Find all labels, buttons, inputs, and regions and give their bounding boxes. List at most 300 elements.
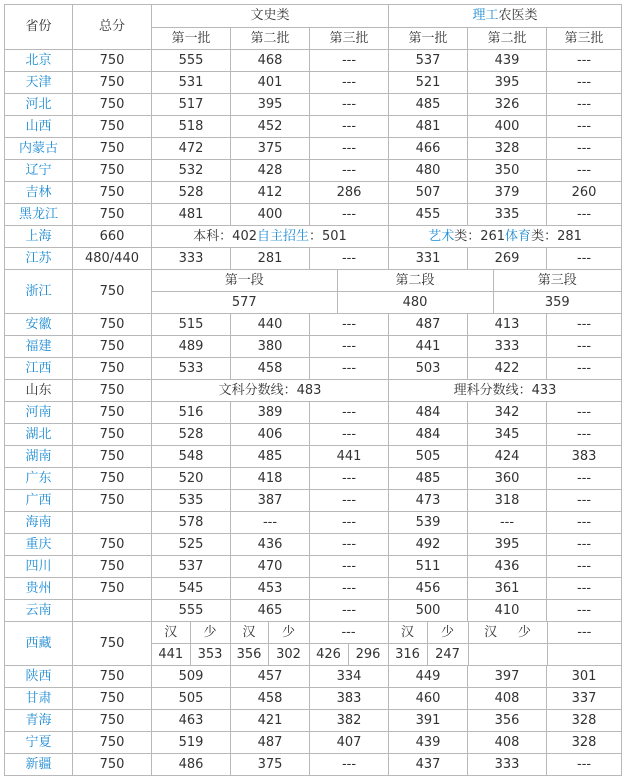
table-row [5, 182, 622, 204]
ligong-batch2: 424 [468, 446, 547, 468]
province-link[interactable] [5, 314, 73, 336]
header-wenshi-batch3: 第三批 [310, 28, 389, 50]
table-row [5, 204, 622, 226]
ligong-batch3: --- [547, 160, 622, 182]
w1-shao-label: 少 [190, 622, 230, 644]
ligong-batch2: 333 [468, 336, 547, 358]
row-jiangsu [5, 248, 622, 270]
ligong-batch2: 342 [468, 402, 547, 424]
wenshi-batch2: 406 [231, 424, 310, 446]
wenshi-batch3: --- [310, 754, 389, 776]
ligong-batch2: 333 [468, 754, 547, 776]
province-name[interactable]: 贵州 [25, 580, 52, 596]
province-link[interactable] [5, 754, 73, 776]
table-row [5, 402, 622, 424]
wenshi-batch1: 481 [152, 204, 231, 226]
l2-shao-label: 少 [517, 624, 531, 640]
table-row [5, 600, 622, 622]
header-wenshi-batch2: 第二批 [231, 28, 310, 50]
ligong-batch2: 439 [468, 50, 547, 72]
wenshi-batch1: 578 [152, 512, 231, 534]
wenshi-batch3: --- [310, 138, 389, 160]
tiyu-link[interactable]: 体育 [505, 228, 532, 244]
zhejiang-segments [152, 270, 622, 314]
segment3-label: 第三段 [493, 270, 621, 292]
province-name[interactable]: 辽宁 [25, 162, 52, 178]
wenshi-batch2: 395 [231, 94, 310, 116]
ligong-batch1: 466 [389, 138, 468, 160]
province-link[interactable] [5, 50, 73, 72]
ligong-batch2: 318 [468, 490, 547, 512]
ligong-batch1: 484 [389, 402, 468, 424]
table-row [5, 50, 622, 72]
province-name[interactable]: 海南 [25, 514, 52, 530]
province-link[interactable] [5, 94, 73, 116]
total-score [73, 512, 152, 534]
w3-han-value: 426 [309, 644, 348, 666]
wenshi-batch1: 509 [152, 666, 231, 688]
wenshi-batch1: 517 [152, 94, 231, 116]
table-row [5, 512, 622, 534]
segment1-label: 第一段 [152, 270, 337, 292]
ligong-batch1: 492 [389, 534, 468, 556]
ligong-batch3: --- [547, 424, 622, 446]
xizang-split [152, 622, 622, 666]
ligong-batch1: 484 [389, 424, 468, 446]
ligong-batch1: 511 [389, 556, 468, 578]
province-name[interactable]: 黑龙江 [18, 206, 58, 222]
ligong-batch3: --- [547, 138, 622, 160]
wenshi-batch3: --- [310, 94, 389, 116]
table-row [5, 160, 622, 182]
table-row [5, 358, 622, 380]
ligong-batch3: --- [547, 116, 622, 138]
province-link[interactable] [5, 138, 73, 160]
l1-shao-label: 少 [427, 622, 468, 644]
ligong-batch3: --- [547, 358, 622, 380]
total-score: 750 [73, 138, 152, 160]
table-row [5, 424, 622, 446]
wenshi-batch2: 436 [231, 534, 310, 556]
ligong-batch3: 337 [547, 688, 622, 710]
wenshi-batch2: 458 [231, 688, 310, 710]
ligong-batch3: --- [547, 50, 622, 72]
wenshi-batch1: 520 [152, 468, 231, 490]
ligong-batch1: 449 [389, 666, 468, 688]
wenshi-batch3: 407 [310, 732, 389, 754]
row-zhejiang [5, 270, 622, 314]
table-row [5, 468, 622, 490]
province-name[interactable]: 青海 [25, 712, 52, 728]
province-link[interactable] [5, 116, 73, 138]
header-ligong-batch3: 第三批 [547, 28, 622, 50]
admission-score-table [4, 4, 622, 776]
ligong-batch1: 485 [389, 94, 468, 116]
wenshi-batch1: 333 [152, 248, 231, 270]
l1-han-label: 汉 [388, 622, 427, 644]
province-link[interactable] [5, 710, 73, 732]
wenshi-batch3: --- [310, 402, 389, 424]
wenshi-batch2: 465 [231, 600, 310, 622]
wenshi-batch2: 380 [231, 336, 310, 358]
wenshi-batch1: 519 [152, 732, 231, 754]
wenshi-batch1: 528 [152, 182, 231, 204]
wenshi-batch1: 515 [152, 314, 231, 336]
province-link[interactable] [5, 402, 73, 424]
wenshi-batch1: 537 [152, 556, 231, 578]
ligong-batch3: --- [547, 600, 622, 622]
ligong-batch1: 331 [389, 248, 468, 270]
ligong-batch2: --- [468, 512, 547, 534]
province-name[interactable]: 内蒙古 [18, 140, 58, 156]
ligong-batch2: 360 [468, 468, 547, 490]
segment3-value: 359 [544, 294, 570, 310]
province-link[interactable] [5, 600, 73, 622]
ligong-batch2: 326 [468, 94, 547, 116]
ligong-batch3: --- [547, 468, 622, 490]
province-link[interactable] [5, 468, 73, 490]
wenshi-batch3: --- [310, 490, 389, 512]
ligong-batch1: 441 [389, 336, 468, 358]
table-row [5, 314, 622, 336]
row-xizang [5, 622, 622, 666]
province-name[interactable]: 浙江 [25, 283, 52, 299]
ligong-batch2: 395 [468, 534, 547, 556]
ligong-link[interactable]: 理工 [472, 8, 499, 23]
wenshi-batch3: --- [310, 358, 389, 380]
table-row [5, 94, 622, 116]
province-link[interactable] [5, 490, 73, 512]
province-link[interactable] [5, 424, 73, 446]
table-row [5, 116, 622, 138]
ligong-batch1: 503 [389, 358, 468, 380]
total-score: 750 [73, 94, 152, 116]
total-score: 750 [73, 182, 152, 204]
province-name[interactable]: 西藏 [25, 635, 52, 651]
province-link[interactable] [5, 688, 73, 710]
total-score: 750 [73, 402, 152, 424]
province-name[interactable]: 甘肃 [25, 690, 52, 706]
wenshi-batch2: 468 [231, 50, 310, 72]
total-score: 750 [73, 380, 152, 402]
wenshi-batch1: 505 [152, 688, 231, 710]
l2-han-shao [468, 622, 547, 644]
w2-han-value: 356 [230, 644, 268, 666]
province-name[interactable]: 上海 [25, 228, 52, 244]
ligong-batch3: --- [547, 556, 622, 578]
province-name[interactable]: 广东 [25, 470, 52, 486]
ligong-batch3: --- [547, 512, 622, 534]
table-row [5, 138, 622, 160]
w2-han-label: 汉 [230, 622, 268, 644]
province-name[interactable]: 河南 [25, 404, 52, 420]
wenshi-batch1: 516 [152, 402, 231, 424]
header-ligong-batch1: 第一批 [389, 28, 468, 50]
province-name[interactable]: 山西 [25, 118, 52, 134]
wenshi-batch1: 518 [152, 116, 231, 138]
wenshi-batch1: 528 [152, 424, 231, 446]
ligong-batch2: 410 [468, 600, 547, 622]
province-name[interactable]: 北京 [25, 52, 52, 68]
wenshi-batch3: --- [310, 534, 389, 556]
province-link[interactable] [5, 622, 73, 666]
ligong-batch2: 379 [468, 182, 547, 204]
province-link[interactable] [5, 226, 73, 248]
total-score: 750 [73, 732, 152, 754]
shandong-like: 理科分数线：433 [389, 380, 622, 402]
row-shanghai [5, 226, 622, 248]
wenshi-batch1: 532 [152, 160, 231, 182]
total-score: 750 [73, 534, 152, 556]
table-row [5, 534, 622, 556]
province-name[interactable]: 天津 [25, 74, 52, 90]
benke-text: 本科：402 [193, 228, 257, 244]
ligong-batch1: 539 [389, 512, 468, 534]
ligong-batch3: 301 [547, 666, 622, 688]
total-score: 750 [73, 160, 152, 182]
table-row [5, 578, 622, 600]
header-ligong [389, 5, 622, 28]
ligong-batch2: 345 [468, 424, 547, 446]
wenshi-batch2: 487 [231, 732, 310, 754]
w3-shao-value: 296 [348, 644, 388, 666]
tiyu-value: 类：281 [531, 228, 582, 244]
province-name[interactable]: 陕西 [25, 668, 52, 684]
province-link[interactable] [5, 72, 73, 94]
total-score: 750 [73, 490, 152, 512]
zhejiang-segment-table [152, 270, 621, 313]
table-row [5, 336, 622, 358]
total-score: 750 [73, 50, 152, 72]
ligong-batch3: --- [547, 490, 622, 512]
total-score: 660 [73, 226, 152, 248]
wenshi-batch3: --- [310, 248, 389, 270]
ligong-batch3: 260 [547, 182, 622, 204]
ligong-batch2: 350 [468, 160, 547, 182]
table-row [5, 446, 622, 468]
wenshi-batch3: --- [310, 336, 389, 358]
wenshi-batch3: 382 [310, 710, 389, 732]
table-row [5, 754, 622, 776]
ligong-batch3: --- [547, 72, 622, 94]
province-name[interactable]: 宁夏 [25, 734, 52, 750]
province-link[interactable] [5, 446, 73, 468]
ligong-batch1: 456 [389, 578, 468, 600]
ligong-batch2: 413 [468, 314, 547, 336]
province-name[interactable]: 湖北 [25, 426, 52, 442]
wenshi-batch2: 401 [231, 72, 310, 94]
l1-shao-value: 247 [427, 644, 468, 666]
ligong-batch3: --- [547, 534, 622, 556]
province-link[interactable] [5, 270, 73, 314]
ligong-batch2: 356 [468, 710, 547, 732]
shanghai-wenshi-note [152, 226, 389, 248]
header-ligong-batch2: 第二批 [468, 28, 547, 50]
wenshi-batch2: 452 [231, 116, 310, 138]
wenshi-batch2: 400 [231, 204, 310, 226]
province-link[interactable] [5, 512, 73, 534]
zizhu-link[interactable]: 自主招生 [257, 228, 310, 244]
ligong-batch1: 439 [389, 732, 468, 754]
wenshi-batch3: 286 [310, 182, 389, 204]
wenshi-batch2: 440 [231, 314, 310, 336]
wenshi-batch2: 457 [231, 666, 310, 688]
province-name[interactable]: 广西 [25, 492, 52, 508]
province-link[interactable] [5, 182, 73, 204]
total-score: 480/440 [73, 248, 152, 270]
header-wenshi: 文史类 [152, 5, 389, 28]
ligong-rest: 农医类 [498, 8, 538, 23]
w1-shao-value: 353 [190, 644, 230, 666]
ligong-batch1: 455 [389, 204, 468, 226]
wenshi-batch2: 421 [231, 710, 310, 732]
ligong-batch2: 269 [468, 248, 547, 270]
wenshi-batch3: --- [310, 72, 389, 94]
ligong-batch1: 500 [389, 600, 468, 622]
province-link[interactable] [5, 578, 73, 600]
ligong-batch2: 408 [468, 732, 547, 754]
wenshi-batch1: 548 [152, 446, 231, 468]
province-link[interactable] [5, 336, 73, 358]
province-name: 山东 [5, 380, 73, 402]
total-score: 750 [73, 666, 152, 688]
total-score: 750 [73, 710, 152, 732]
total-score: 750 [73, 578, 152, 600]
total-score: 750 [73, 424, 152, 446]
province-name[interactable]: 江苏 [25, 250, 52, 266]
wenshi-batch3: 441 [310, 446, 389, 468]
l2-han-label: 汉 [484, 624, 498, 640]
xizang-split-table [152, 622, 621, 665]
total-score: 750 [73, 336, 152, 358]
ligong-batch2: 400 [468, 116, 547, 138]
total-score: 750 [73, 314, 152, 336]
wenshi-batch2: 453 [231, 578, 310, 600]
table-row [5, 556, 622, 578]
wenshi-batch2: 387 [231, 490, 310, 512]
wenshi-batch3: --- [310, 50, 389, 72]
province-link[interactable] [5, 204, 73, 226]
ligong-batch1: 481 [389, 116, 468, 138]
province-name[interactable]: 安徽 [25, 316, 52, 332]
province-name[interactable]: 河北 [25, 96, 52, 112]
l2-empty [468, 644, 547, 666]
segment2-label: 第二段 [337, 270, 493, 292]
ligong-batch1: 505 [389, 446, 468, 468]
table-row [5, 666, 622, 688]
province-name[interactable]: 新疆 [25, 756, 52, 772]
wenshi-batch2: 418 [231, 468, 310, 490]
total-score: 750 [73, 754, 152, 776]
wenshi-batch1: 555 [152, 50, 231, 72]
wenshi-batch1: 555 [152, 600, 231, 622]
ligong-batch1: 537 [389, 50, 468, 72]
total-score: 750 [73, 72, 152, 94]
l1-han-value: 316 [388, 644, 427, 666]
ligong-batch3: 383 [547, 446, 622, 468]
province-name[interactable]: 云南 [25, 602, 52, 618]
wenshi-batch3: --- [310, 556, 389, 578]
wenshi-batch1: 525 [152, 534, 231, 556]
wenshi-batch3: --- [310, 314, 389, 336]
province-name[interactable]: 吉林 [25, 184, 52, 200]
wenshi-batch1: 545 [152, 578, 231, 600]
province-name[interactable]: 福建 [25, 338, 52, 354]
province-link[interactable] [5, 534, 73, 556]
shanghai-ligong-note [389, 226, 622, 248]
yishu-link[interactable]: 艺术 [428, 228, 455, 244]
wenshi-batch2: 389 [231, 402, 310, 424]
wenshi-batch3: --- [310, 424, 389, 446]
ligong-batch3: 328 [547, 710, 622, 732]
wenshi-batch2: 428 [231, 160, 310, 182]
ligong-batch3: --- [547, 204, 622, 226]
ligong-batch2: 397 [468, 666, 547, 688]
wenshi-batch1: 472 [152, 138, 231, 160]
ligong-batch3: --- [547, 94, 622, 116]
segment1-value: 577 [152, 292, 337, 314]
ligong-batch3: --- [547, 402, 622, 424]
wenshi-batch1: 489 [152, 336, 231, 358]
l3-empty [547, 644, 621, 666]
province-name[interactable]: 江西 [25, 360, 52, 376]
wenshi-batch2: 412 [231, 182, 310, 204]
table-row [5, 72, 622, 94]
wenshi-batch2: 470 [231, 556, 310, 578]
table-body [5, 5, 622, 776]
province-name[interactable]: 四川 [25, 558, 52, 574]
wenshi-batch1: 533 [152, 358, 231, 380]
province-link[interactable] [5, 666, 73, 688]
ligong-batch1: 460 [389, 688, 468, 710]
total-score: 750 [73, 270, 152, 314]
province-link[interactable] [5, 358, 73, 380]
segment-value-row [152, 292, 621, 314]
ligong-batch2: 408 [468, 688, 547, 710]
province-link[interactable] [5, 556, 73, 578]
wenshi-batch3: --- [310, 578, 389, 600]
province-link[interactable] [5, 732, 73, 754]
province-link[interactable] [5, 160, 73, 182]
province-link[interactable] [5, 248, 73, 270]
row-shandong [5, 380, 622, 402]
ligong-batch2: 422 [468, 358, 547, 380]
province-name[interactable]: 湖南 [25, 448, 52, 464]
header-province: 省份 [5, 5, 73, 50]
wenshi-batch3: 334 [310, 666, 389, 688]
xizang-label-row [152, 622, 621, 644]
wenshi-batch3: --- [310, 600, 389, 622]
total-score: 750 [73, 358, 152, 380]
ligong-batch1: 521 [389, 72, 468, 94]
ligong-batch3: --- [547, 336, 622, 358]
wenshi-batch3: --- [310, 468, 389, 490]
province-name[interactable]: 重庆 [25, 536, 52, 552]
table-row [5, 688, 622, 710]
ligong-batch1: 391 [389, 710, 468, 732]
wenshi-batch3: --- [310, 204, 389, 226]
wenshi-batch3: 383 [310, 688, 389, 710]
total-score: 750 [73, 116, 152, 138]
ligong-batch2: 436 [468, 556, 547, 578]
wenshi-batch1: 463 [152, 710, 231, 732]
ligong-batch1: 473 [389, 490, 468, 512]
total-score: 750 [73, 688, 152, 710]
wenshi-batch3: --- [310, 512, 389, 534]
ligong-batch3: --- [547, 314, 622, 336]
total-score: 750 [73, 204, 152, 226]
shandong-wenke: 文科分数线：483 [152, 380, 389, 402]
